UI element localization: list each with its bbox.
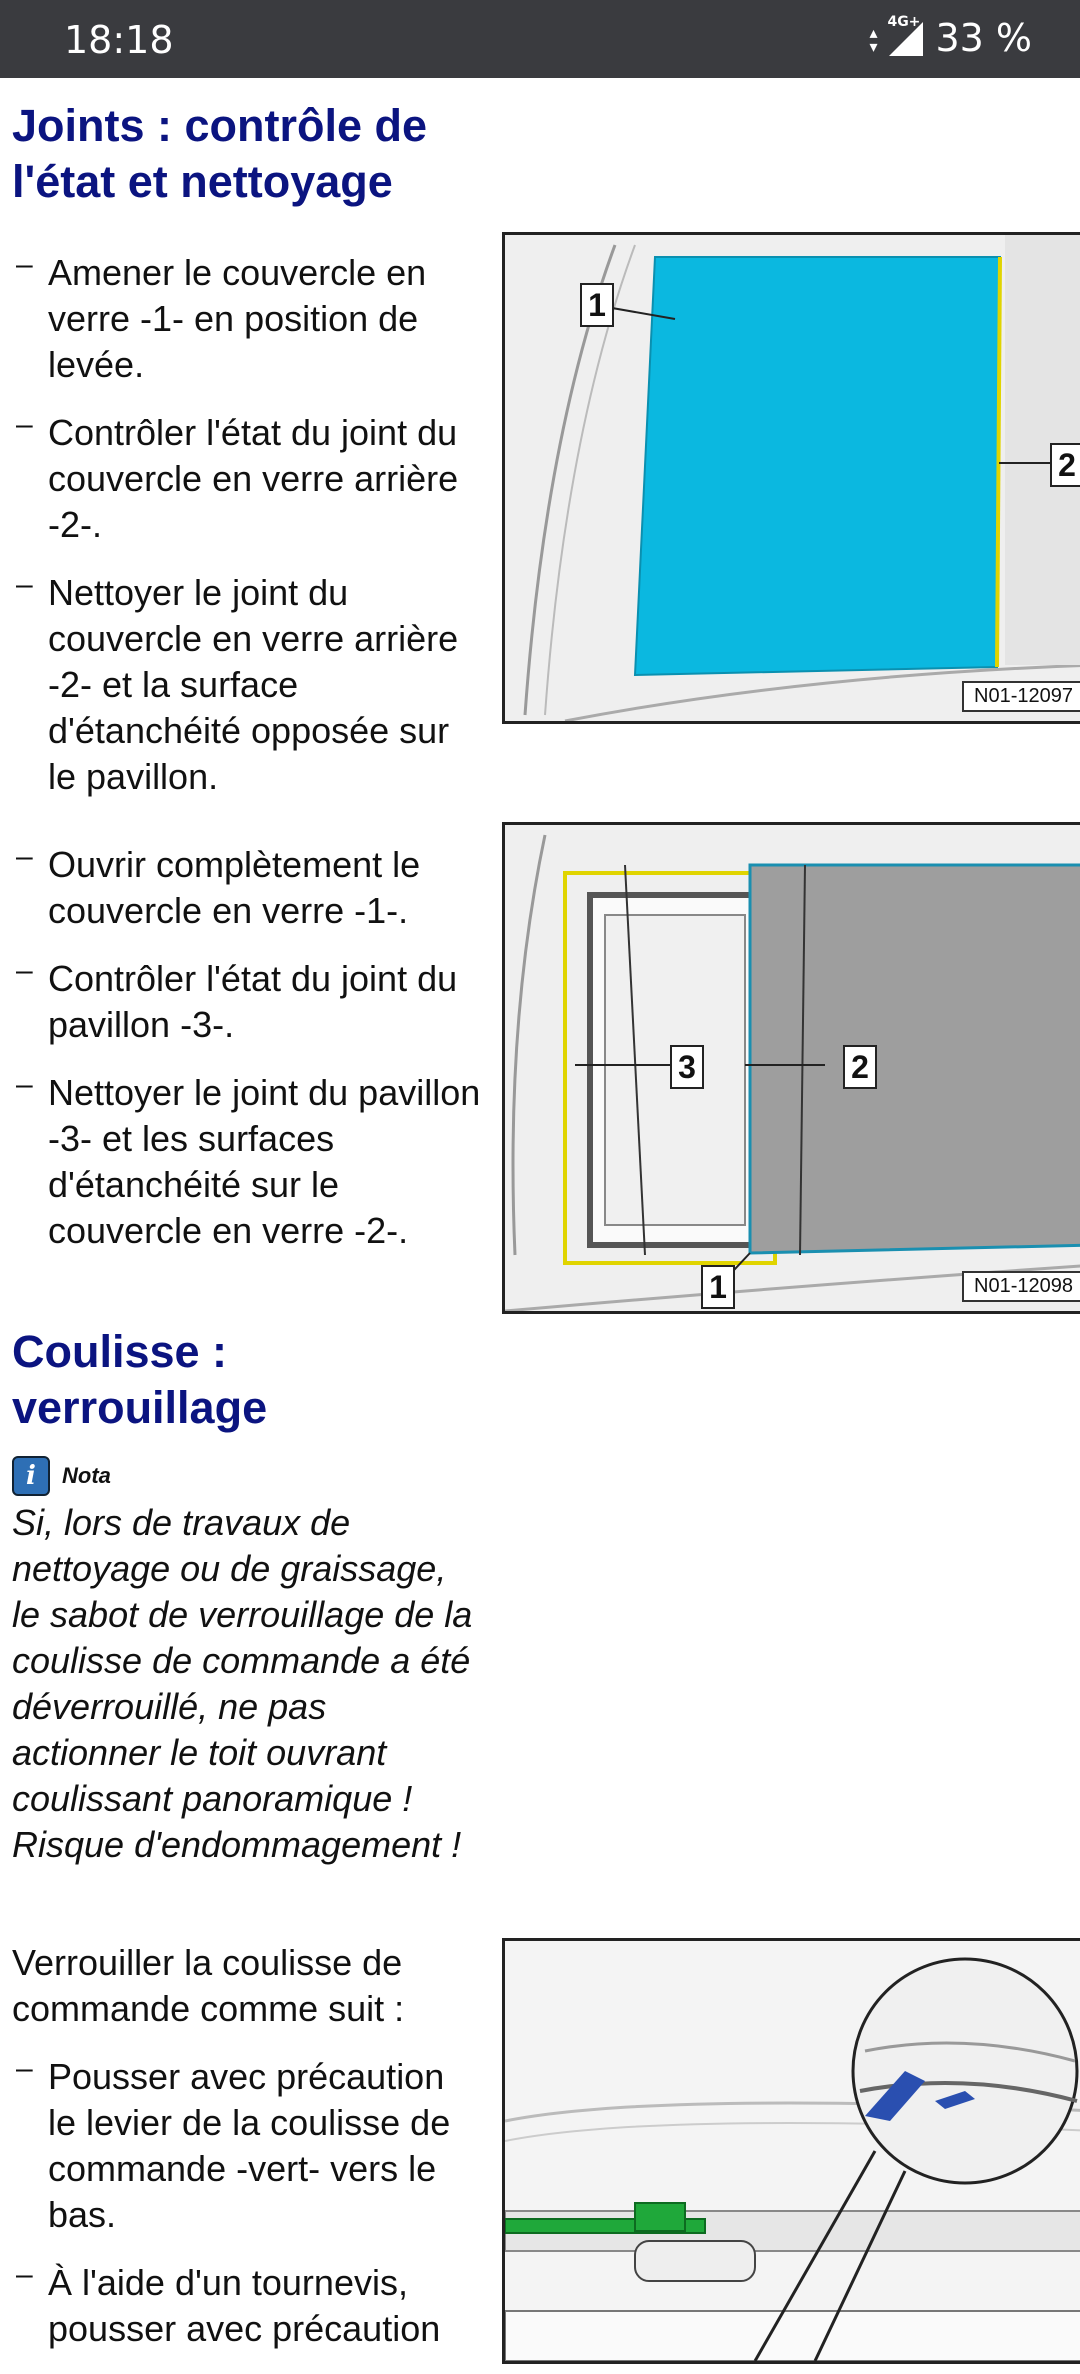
steps-list-b	[12, 842, 482, 1276]
network-type: 4G+	[887, 14, 921, 30]
list-item: – Ouvrir complètement le couvercle en verre -1-.	[16, 840, 421, 931]
list-item: – Contrôler l'état du joint du couvercle en verre arrière -2-.	[16, 408, 459, 545]
list-item: – À l'aide d'un tournevis, pousser avec précaution	[16, 2258, 441, 2349]
figure-code: N01-12098	[962, 1271, 1080, 1302]
figure2-drawing	[505, 825, 1080, 1311]
list-item: – Nettoyer le joint du couvercle en verre arrière -2- et la surface d'étanchéité opposée sur le pavillon.	[16, 568, 459, 797]
callout-2: 2	[1050, 443, 1080, 487]
signal-icon: ▴ ▾ 4G+	[869, 16, 925, 60]
nota-text: Si, lors de travaux de nettoyage ou de graissage, le sabot de verrouillage de la coulisse de commande a été déverrouillé, ne pas actionner le toit ouvrant coulissant panoramique ! Risque d'endommagement !	[12, 1502, 473, 1865]
figure3-drawing	[505, 1941, 1080, 2361]
status-right	[869, 16, 1032, 60]
status-time: 18:18	[64, 18, 174, 62]
callout-1: 1	[580, 283, 614, 327]
nota-header	[12, 1456, 111, 1496]
list-item: – Amener le couvercle en verre -1- en position de levée.	[16, 248, 427, 385]
figure-glass-cover-raised	[502, 232, 1080, 724]
steps-list-c	[12, 2054, 482, 2374]
list-item: – Pousser avec précaution le levier de la coulisse de commande -vert- vers le bas.	[16, 2052, 451, 2235]
list-item: – Contrôler l'état du joint du pavillon -3-.	[16, 954, 458, 1045]
section-title-joints: Joints : contrôle de l'état et nettoyage	[12, 100, 428, 207]
intro-text: Verrouiller la coulisse de commande comme suit :	[12, 1942, 405, 2029]
figure-glass-cover-open	[502, 822, 1080, 1314]
section-title-coulisse: Coulisse : verrouillage	[12, 1326, 268, 1433]
battery-text: 33 %	[935, 16, 1032, 60]
callout-3: 3	[670, 1045, 704, 1089]
figure-control-slide	[502, 1938, 1080, 2364]
figure-code: N01-12097	[962, 681, 1080, 712]
status-bar	[0, 0, 1080, 78]
info-icon: i	[12, 1456, 50, 1496]
callout-2: 2	[843, 1045, 877, 1089]
nota-label: Nota	[62, 1463, 111, 1488]
steps-list-a	[12, 250, 482, 822]
list-item: – Nettoyer le joint du pavillon -3- et les surfaces d'étanchéité sur le couvercle en verre -2-.	[16, 1068, 481, 1251]
callout-1: 1	[701, 1265, 735, 1309]
